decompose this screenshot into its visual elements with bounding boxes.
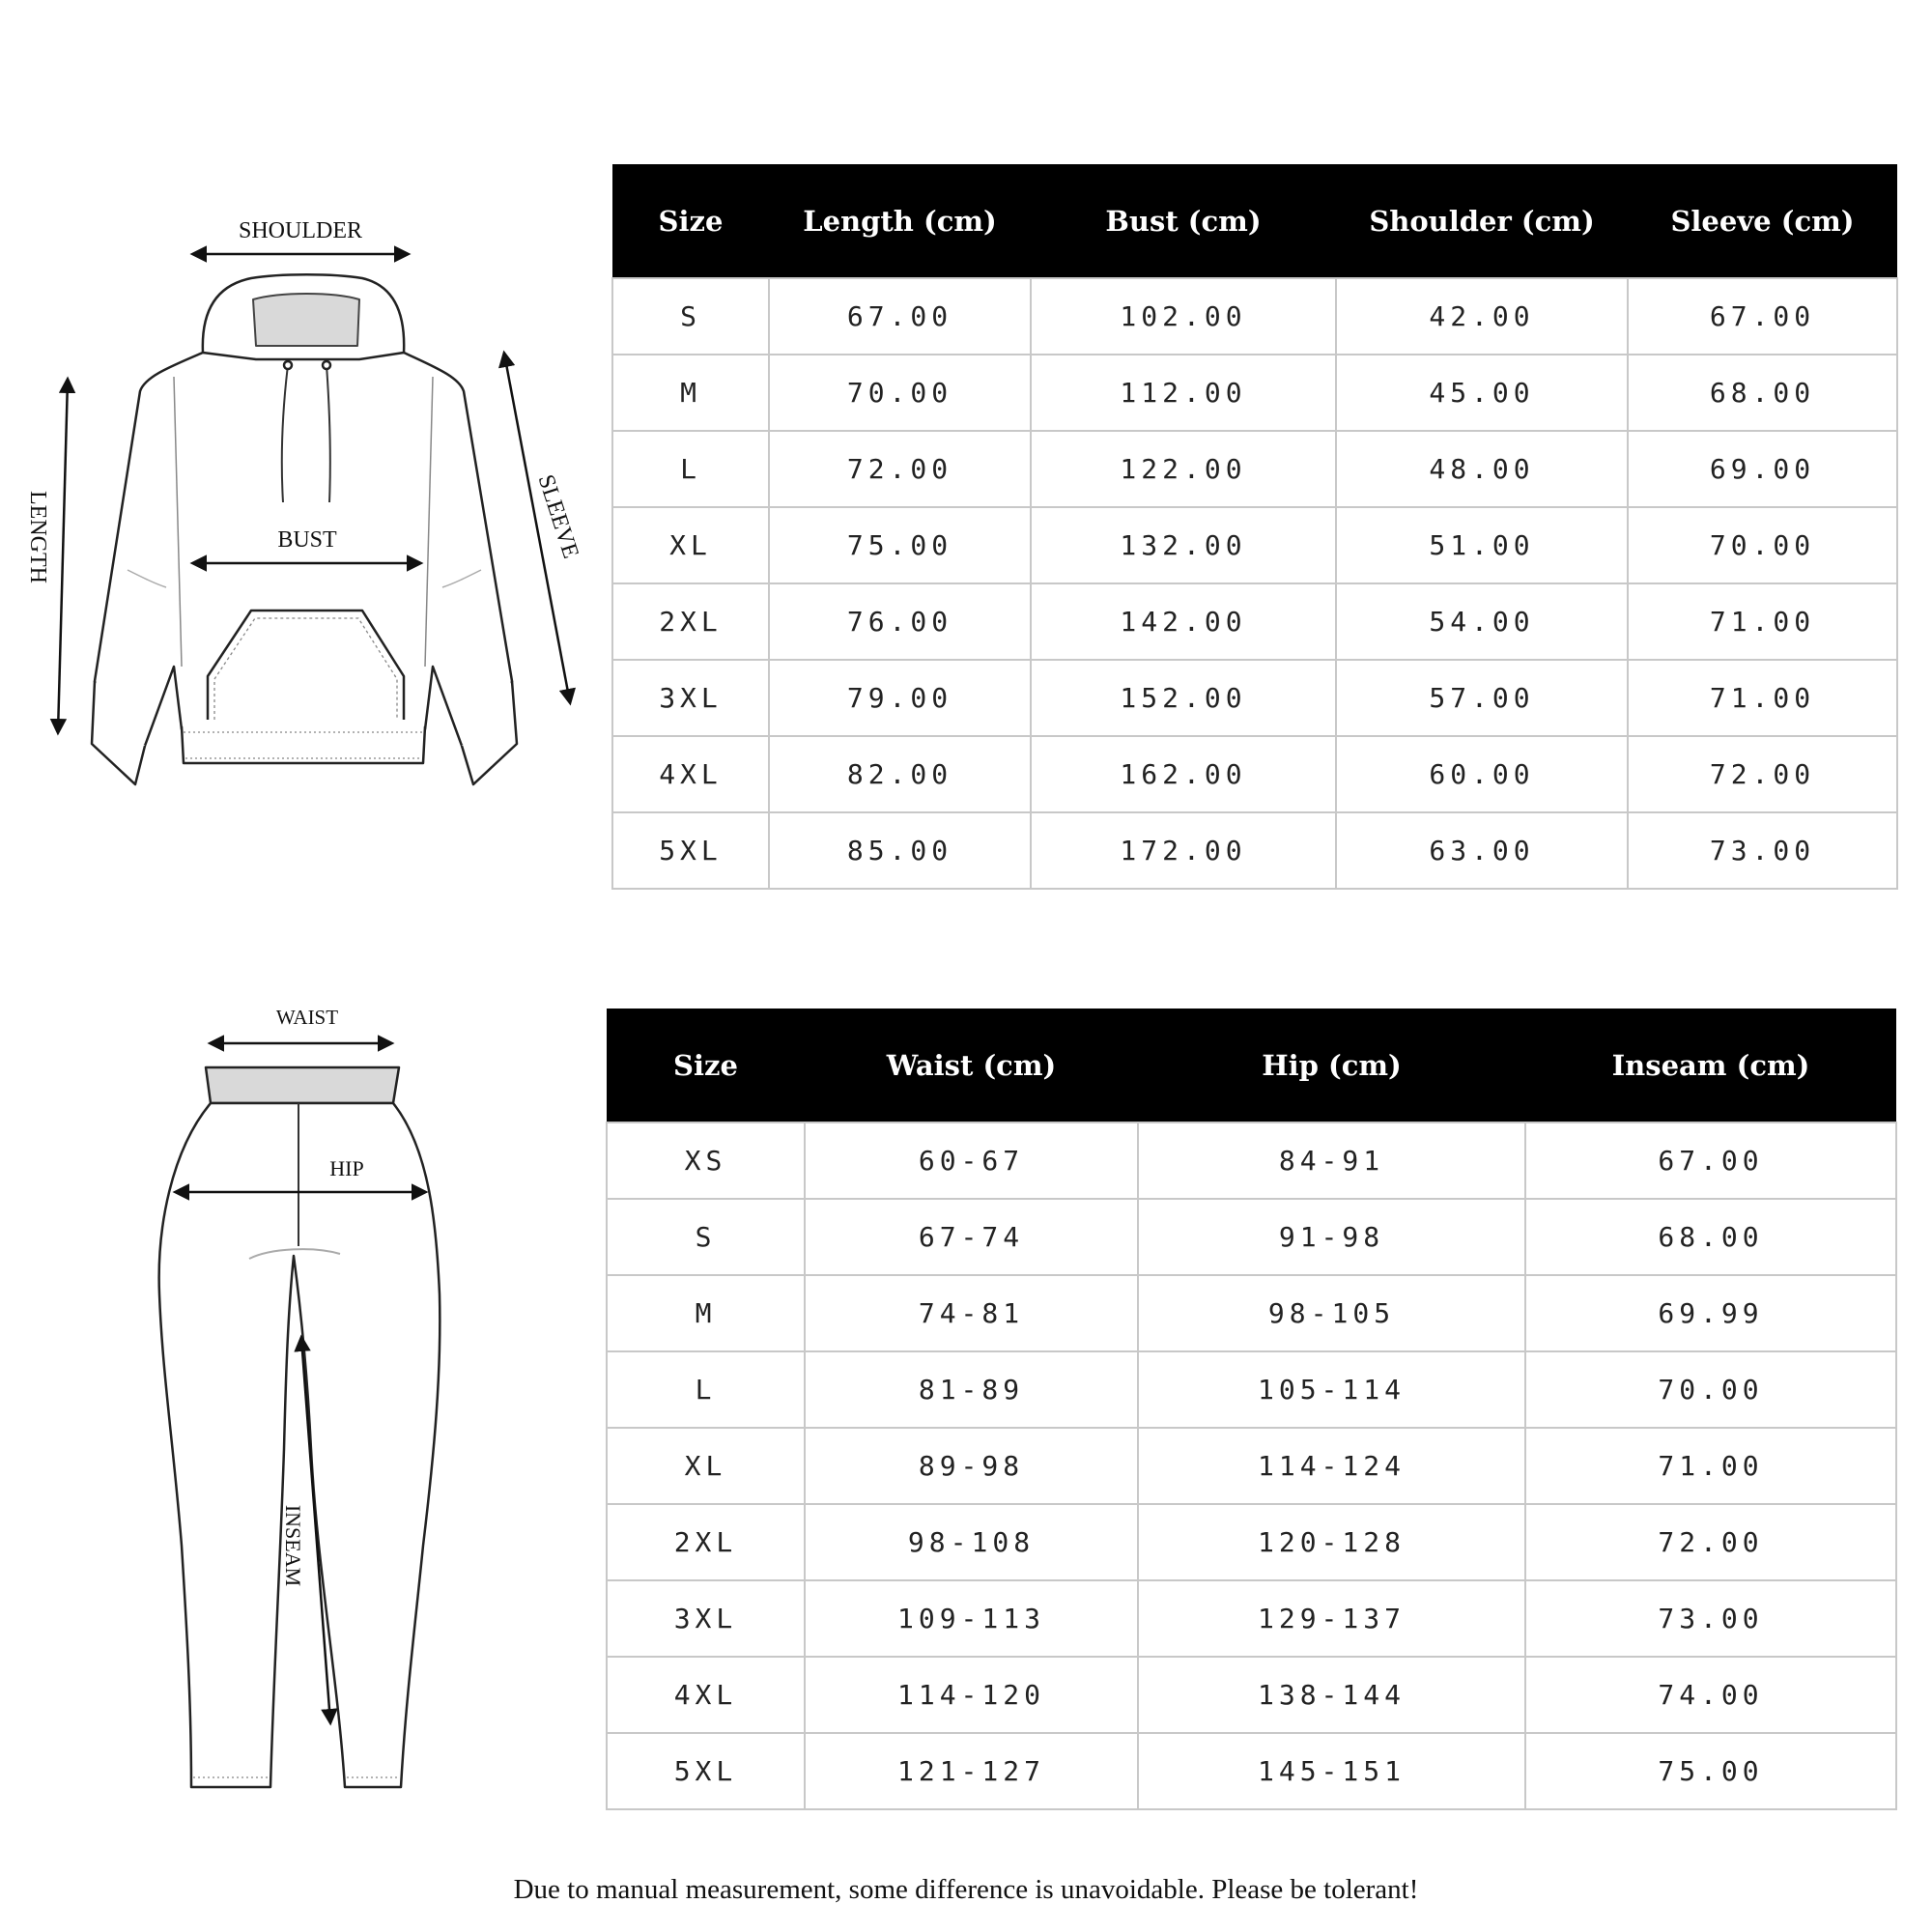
table-row xyxy=(607,1199,1896,1275)
cell-sleeve: 71.00 xyxy=(1628,660,1897,736)
header-inseam: Inseam (cm) xyxy=(1525,1009,1896,1122)
cell-hip: 105-114 xyxy=(1138,1351,1525,1428)
header-size: Size xyxy=(607,1009,805,1122)
table-row xyxy=(612,736,1897,812)
header-bust: Bust (cm) xyxy=(1031,164,1336,278)
cell-size: 2XL xyxy=(612,583,769,660)
table-row xyxy=(607,1580,1896,1657)
cell-waist: 109-113 xyxy=(805,1580,1138,1657)
table-row xyxy=(607,1275,1896,1351)
cell-bust: 132.00 xyxy=(1031,507,1336,583)
cell-shoulder: 42.00 xyxy=(1336,278,1628,355)
table-row xyxy=(612,507,1897,583)
table-row xyxy=(612,812,1897,889)
cell-shoulder: 57.00 xyxy=(1336,660,1628,736)
table-row xyxy=(607,1504,1896,1580)
table-row xyxy=(612,278,1897,355)
cell-inseam: 72.00 xyxy=(1525,1504,1896,1580)
cell-size: XS xyxy=(607,1122,805,1199)
cell-length: 82.00 xyxy=(769,736,1031,812)
cell-size: XL xyxy=(607,1428,805,1504)
cell-waist: 81-89 xyxy=(805,1351,1138,1428)
cell-bust: 112.00 xyxy=(1031,355,1336,431)
table-row xyxy=(612,583,1897,660)
waist-label: WAIST xyxy=(275,1006,339,1029)
cell-hip: 114-124 xyxy=(1138,1428,1525,1504)
cell-bust: 142.00 xyxy=(1031,583,1336,660)
cell-shoulder: 45.00 xyxy=(1336,355,1628,431)
cell-sleeve: 71.00 xyxy=(1628,583,1897,660)
cell-inseam: 75.00 xyxy=(1525,1733,1896,1809)
cell-shoulder: 63.00 xyxy=(1336,812,1628,889)
cell-waist: 98-108 xyxy=(805,1504,1138,1580)
cell-size: S xyxy=(607,1199,805,1275)
table-row xyxy=(612,660,1897,736)
cell-bust: 122.00 xyxy=(1031,431,1336,507)
cell-sleeve: 68.00 xyxy=(1628,355,1897,431)
header-waist: Waist (cm) xyxy=(805,1009,1138,1122)
cell-size: M xyxy=(612,355,769,431)
cell-size: L xyxy=(612,431,769,507)
cell-length: 70.00 xyxy=(769,355,1031,431)
table-header-row xyxy=(607,1009,1896,1122)
cell-inseam: 71.00 xyxy=(1525,1428,1896,1504)
length-label: LENGTH xyxy=(25,491,50,583)
table-row xyxy=(612,431,1897,507)
cell-length: 72.00 xyxy=(769,431,1031,507)
shoulder-label: SHOULDER xyxy=(238,218,363,243)
cell-bust: 172.00 xyxy=(1031,812,1336,889)
cell-sleeve: 67.00 xyxy=(1628,278,1897,355)
cell-inseam: 73.00 xyxy=(1525,1580,1896,1657)
cell-inseam: 67.00 xyxy=(1525,1122,1896,1199)
table-row xyxy=(607,1428,1896,1504)
cell-size: XL xyxy=(612,507,769,583)
cell-size: 3XL xyxy=(607,1580,805,1657)
cell-waist: 74-81 xyxy=(805,1275,1138,1351)
cell-hip: 145-151 xyxy=(1138,1733,1525,1809)
cell-waist: 114-120 xyxy=(805,1657,1138,1733)
cell-shoulder: 60.00 xyxy=(1336,736,1628,812)
cell-length: 75.00 xyxy=(769,507,1031,583)
cell-size: 5XL xyxy=(612,812,769,889)
cell-hip: 84-91 xyxy=(1138,1122,1525,1199)
cell-sleeve: 73.00 xyxy=(1628,812,1897,889)
cell-size: 3XL xyxy=(612,660,769,736)
pants-diagram xyxy=(0,995,599,1816)
hoodie-diagram xyxy=(0,193,599,811)
header-size: Size xyxy=(612,164,769,278)
cell-shoulder: 51.00 xyxy=(1336,507,1628,583)
cell-hip: 98-105 xyxy=(1138,1275,1525,1351)
cell-inseam: 68.00 xyxy=(1525,1199,1896,1275)
cell-inseam: 74.00 xyxy=(1525,1657,1896,1733)
cell-sleeve: 69.00 xyxy=(1628,431,1897,507)
footer-note: Due to manual measurement, some difference is unavoidable. Please be tolerant! xyxy=(513,1874,1419,1905)
header-shoulder: Shoulder (cm) xyxy=(1336,164,1628,278)
cell-size: 4XL xyxy=(607,1657,805,1733)
cell-waist: 89-98 xyxy=(805,1428,1138,1504)
cell-inseam: 69.99 xyxy=(1525,1275,1896,1351)
cell-size: 2XL xyxy=(607,1504,805,1580)
cell-bust: 162.00 xyxy=(1031,736,1336,812)
cell-shoulder: 48.00 xyxy=(1336,431,1628,507)
header-length: Length (cm) xyxy=(769,164,1031,278)
table-row xyxy=(607,1657,1896,1733)
table-header-row xyxy=(612,164,1897,278)
cell-shoulder: 54.00 xyxy=(1336,583,1628,660)
length-arrow xyxy=(58,380,68,732)
table-row xyxy=(607,1733,1896,1809)
cell-length: 79.00 xyxy=(769,660,1031,736)
inseam-label: INSEAM xyxy=(281,1504,305,1587)
cell-length: 67.00 xyxy=(769,278,1031,355)
cell-sleeve: 72.00 xyxy=(1628,736,1897,812)
cell-waist: 67-74 xyxy=(805,1199,1138,1275)
header-sleeve: Sleeve (cm) xyxy=(1628,164,1897,278)
cell-waist: 121-127 xyxy=(805,1733,1138,1809)
table-row xyxy=(607,1351,1896,1428)
cell-size: 5XL xyxy=(607,1733,805,1809)
cell-size: S xyxy=(612,278,769,355)
cell-hip: 138-144 xyxy=(1138,1657,1525,1733)
sleeve-label: SLEEVE xyxy=(532,471,583,562)
cell-length: 76.00 xyxy=(769,583,1031,660)
table-row xyxy=(607,1122,1896,1199)
cell-waist: 60-67 xyxy=(805,1122,1138,1199)
hip-label: HIP xyxy=(329,1156,364,1180)
cell-inseam: 70.00 xyxy=(1525,1351,1896,1428)
cell-size: L xyxy=(607,1351,805,1428)
cell-size: 4XL xyxy=(612,736,769,812)
table-row xyxy=(612,355,1897,431)
cell-sleeve: 70.00 xyxy=(1628,507,1897,583)
pants-size-table xyxy=(606,1009,1897,1810)
cell-hip: 129-137 xyxy=(1138,1580,1525,1657)
cell-hip: 91-98 xyxy=(1138,1199,1525,1275)
cell-bust: 152.00 xyxy=(1031,660,1336,736)
bust-label: BUST xyxy=(277,527,337,553)
header-hip: Hip (cm) xyxy=(1138,1009,1525,1122)
cell-hip: 120-128 xyxy=(1138,1504,1525,1580)
cell-bust: 102.00 xyxy=(1031,278,1336,355)
cell-size: M xyxy=(607,1275,805,1351)
hoodie-size-table xyxy=(611,164,1898,890)
pants-illustration xyxy=(159,1067,440,1787)
cell-length: 85.00 xyxy=(769,812,1031,889)
